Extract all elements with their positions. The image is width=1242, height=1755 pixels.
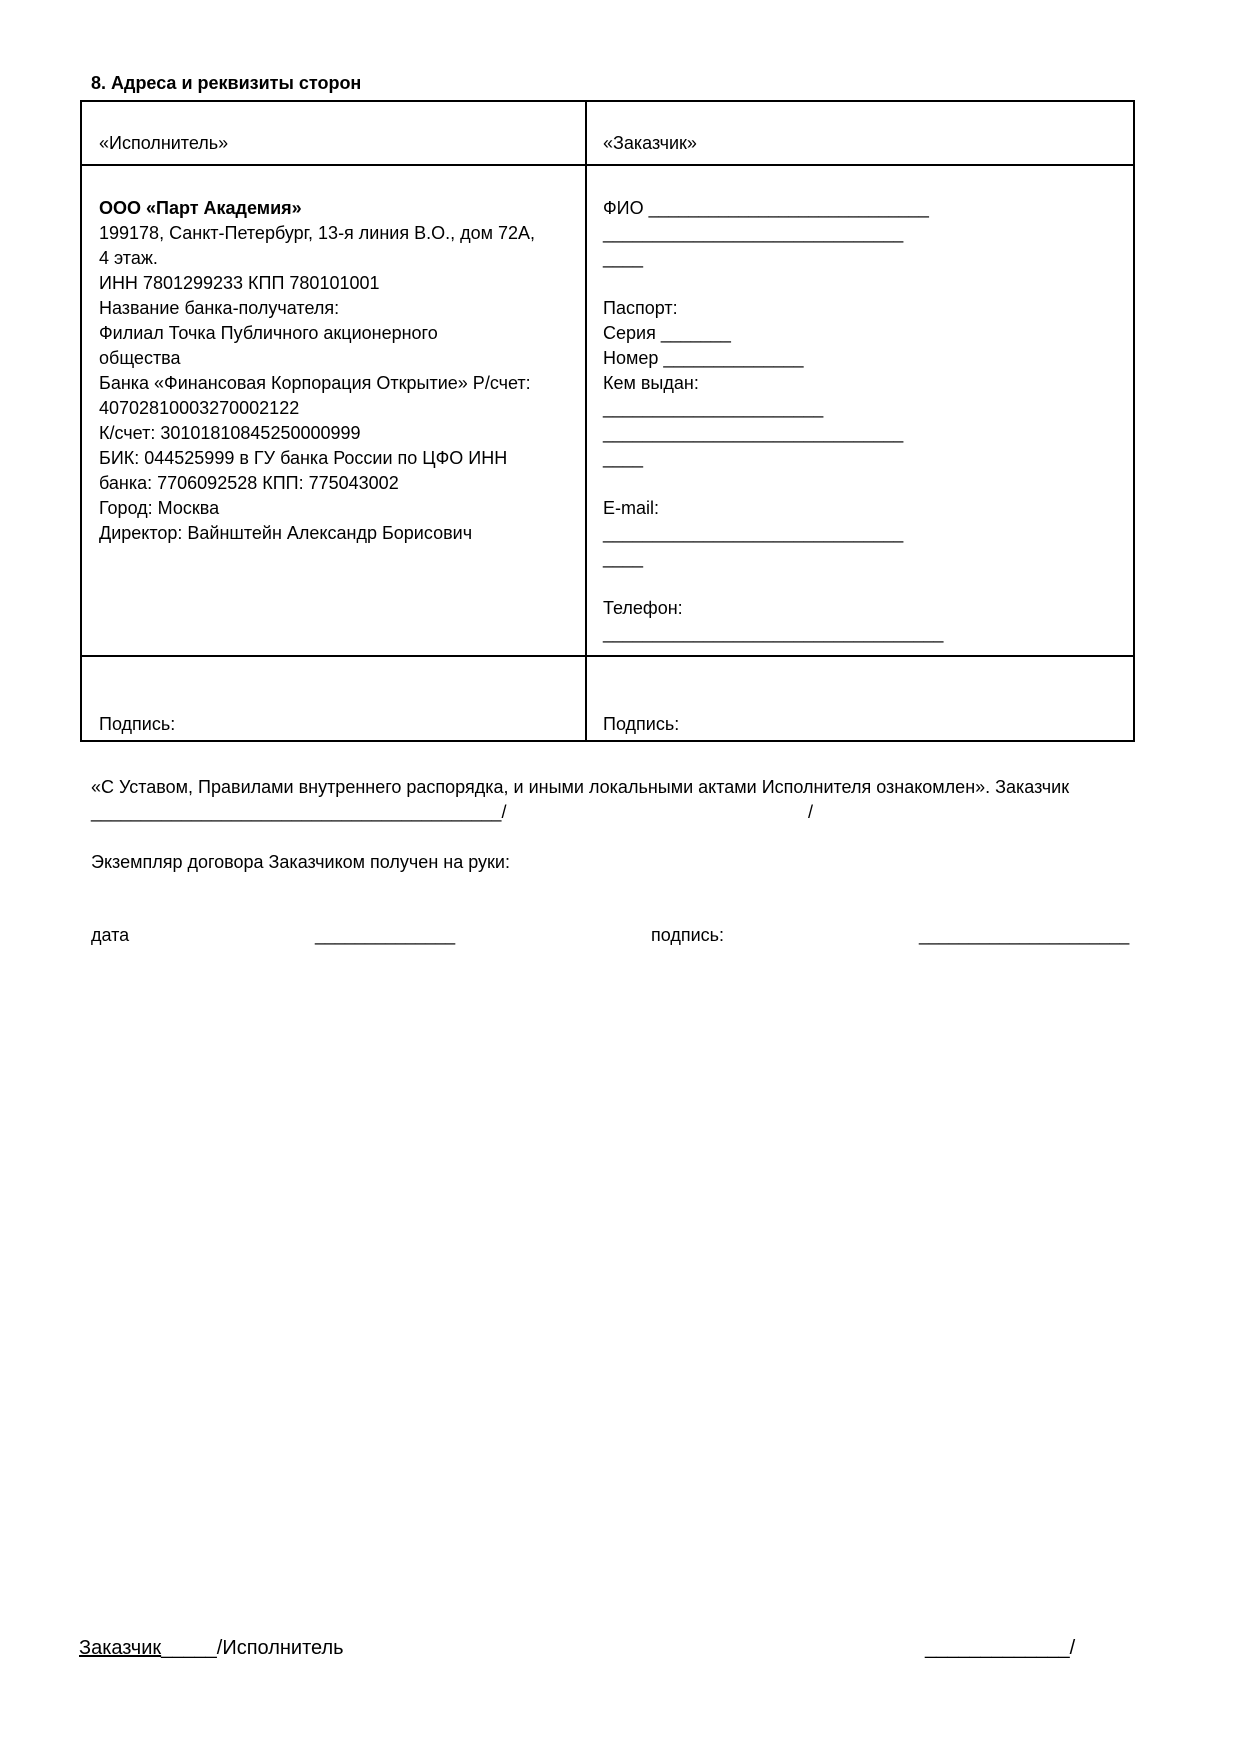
signature-blank: _____________________ bbox=[919, 925, 1130, 945]
date-label: дата bbox=[91, 925, 130, 945]
customer-email-label: E-mail: bbox=[603, 498, 660, 518]
section-title: 8. Адреса и реквизиты сторон bbox=[91, 73, 362, 93]
footer-customer-label: Заказчик bbox=[79, 1637, 162, 1659]
customer-line: ____ bbox=[603, 548, 644, 568]
acknowledgement-text: «С Уставом, Правилами внутреннего распорядка, и иными локальными актами Исполнителя ознакомлен». Заказчик bbox=[91, 777, 1070, 797]
customer-details bbox=[603, 196, 943, 646]
customer-passport-label: Паспорт: bbox=[603, 298, 678, 318]
signature-label: подпись: bbox=[651, 925, 725, 945]
customer-line: __________________________________ bbox=[603, 623, 944, 643]
acknowledgement-slash: / bbox=[808, 802, 814, 822]
executor-line: Филиал Точка Публичного акционерного bbox=[99, 323, 438, 343]
executor-line: Банка «Финансовая Корпорация Открытие» Р/счет: bbox=[99, 373, 531, 393]
customer-line: ______________________________ bbox=[603, 423, 904, 443]
executor-line: 40702810003270002122 bbox=[99, 398, 300, 418]
table-divider-header bbox=[82, 164, 1133, 166]
footer-signatures bbox=[79, 1636, 344, 1661]
executor-line: Название банка-получателя: bbox=[99, 298, 340, 318]
customer-passport-issued-label: Кем выдан: bbox=[603, 373, 699, 393]
customer-line: ______________________ bbox=[603, 398, 824, 418]
executor-line: Город: Москва bbox=[99, 498, 220, 518]
executor-line: 4 этаж. bbox=[99, 248, 158, 268]
executor-details bbox=[99, 196, 535, 546]
copy-received-text: Экземпляр договора Заказчиком получен на руки: bbox=[91, 852, 510, 872]
executor-header: «Исполнитель» bbox=[99, 133, 229, 153]
customer-signature-label: Подпись: bbox=[603, 714, 680, 734]
customer-line bbox=[603, 571, 943, 596]
customer-header: «Заказчик» bbox=[603, 133, 697, 153]
table-divider-vertical bbox=[585, 102, 587, 740]
acknowledgement-blank: _________________________________________/ bbox=[91, 802, 507, 822]
customer-passport-series: Серия _______ bbox=[603, 323, 731, 343]
executor-name: ООО «Парт Академия» bbox=[99, 198, 302, 218]
footer-executor-label: /Исполнитель bbox=[216, 1637, 344, 1659]
customer-line: ______________________________ bbox=[603, 223, 904, 243]
customer-line bbox=[603, 271, 943, 296]
date-blank: ______________ bbox=[315, 925, 456, 945]
executor-signature-label: Подпись: bbox=[99, 714, 176, 734]
executor-line: БИК: 044525999 в ГУ банка России по ЦФО ИНН bbox=[99, 448, 508, 468]
executor-line: общества bbox=[99, 348, 181, 368]
executor-line: Директор: Вайнштейн Александр Борисович bbox=[99, 523, 473, 543]
customer-line: ____ bbox=[603, 248, 644, 268]
footer-customer-blank: _____ bbox=[161, 1637, 217, 1659]
footer-executor-blank: _____________/ bbox=[925, 1637, 1076, 1659]
executor-line: 199178, Санкт-Петербург, 13-я линия В.О., дом 72А, bbox=[99, 223, 536, 243]
requisites-table bbox=[80, 100, 1135, 742]
customer-passport-number: Номер ______________ bbox=[603, 348, 804, 368]
customer-line: ______________________________ bbox=[603, 523, 904, 543]
customer-phone-label: Телефон: bbox=[603, 598, 683, 618]
executor-line: ИНН 7801299233 КПП 780101001 bbox=[99, 273, 380, 293]
customer-line bbox=[603, 471, 943, 496]
customer-line: ____ bbox=[603, 448, 644, 468]
customer-fio-line: ФИО ____________________________ bbox=[603, 198, 929, 218]
executor-line: К/счет: 30101810845250000999 bbox=[99, 423, 361, 443]
table-divider-signature bbox=[82, 655, 1133, 657]
executor-line: банка: 7706092528 КПП: 775043002 bbox=[99, 473, 399, 493]
